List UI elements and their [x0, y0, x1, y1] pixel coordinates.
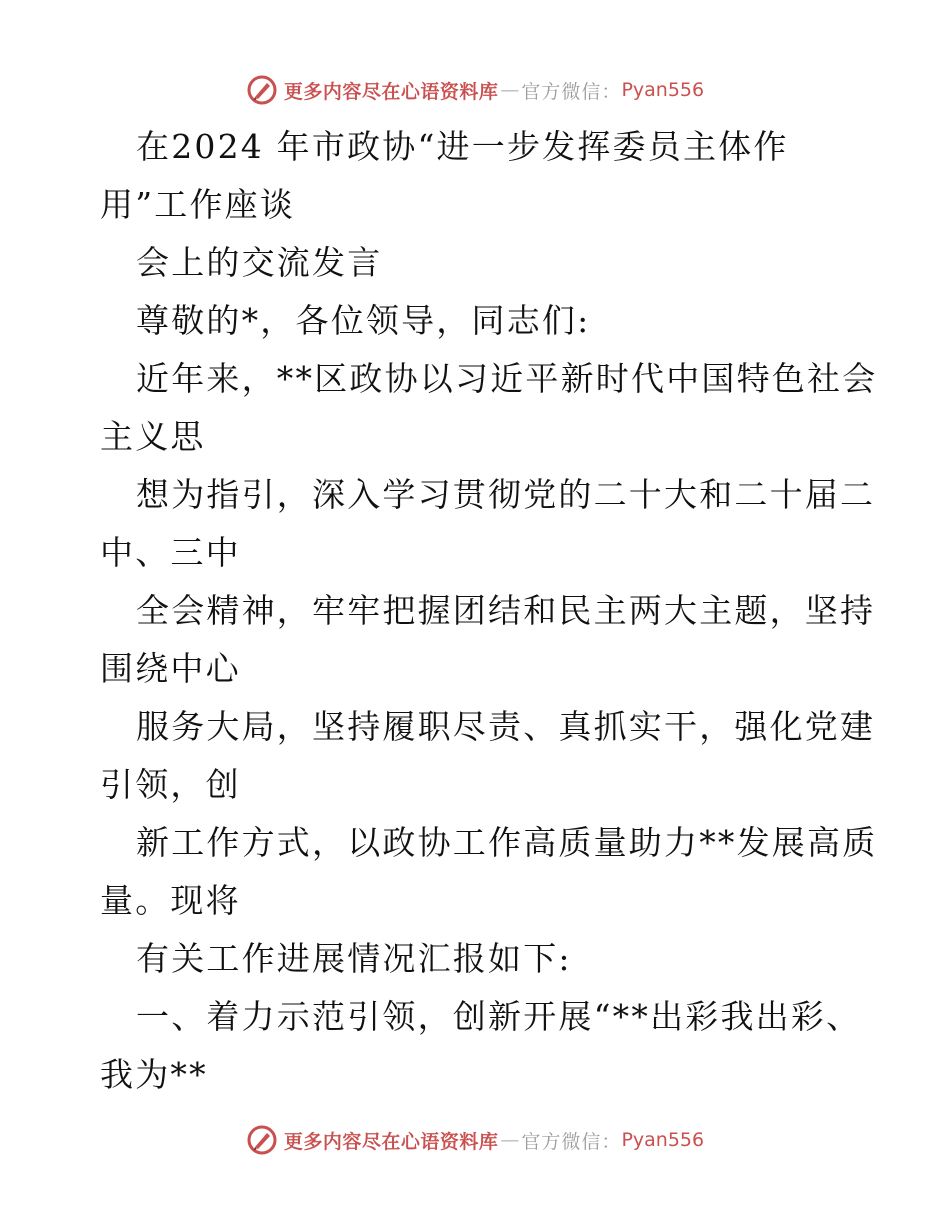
document-line: 我为** [100, 1055, 208, 1094]
banner-dash: — [500, 79, 520, 101]
document-line: 主义思 [100, 417, 206, 456]
pen-circle-logo-icon [246, 74, 278, 106]
banner-brand-text: 更多内容尽在心语资料库 [283, 1130, 499, 1153]
document-line: 想为指引，深入学习贯彻党的二十大和二十届二 [136, 475, 876, 514]
document-line: 服务大局，坚持履职尽责、真抓实干，强化党建 [136, 707, 876, 746]
header-watermark-banner [0, 70, 950, 110]
document-line: 用”工作座谈 [100, 185, 296, 224]
banner-wechat-id: Pyan556 [621, 1129, 705, 1151]
document-line: 有关工作进展情况汇报如下: [136, 939, 572, 978]
document-line: 全会精神，牢牢把握团结和民主两大主题，坚持 [136, 591, 876, 630]
pen-circle-logo-icon [246, 1124, 278, 1156]
document-line: 会上的交流发言 [136, 243, 383, 282]
banner-wechat-id: Pyan556 [621, 79, 705, 101]
document-line: 近年来，**区政协以习近平新时代中国特色社会 [136, 359, 878, 398]
document-line: 量。现将 [100, 881, 241, 920]
banner-official-label: 官方微信： [521, 80, 622, 103]
document-line: 中、三中 [100, 533, 241, 572]
banner-dash: — [500, 1129, 520, 1151]
banner-brand-text: 更多内容尽在心语资料库 [283, 80, 499, 103]
footer-watermark-banner [0, 1120, 950, 1160]
document-line: 一、着力示范引领，创新开展“**出彩我出彩、 [136, 997, 862, 1036]
banner-official-label: 官方微信： [521, 1130, 622, 1153]
document-line: 引领，创 [100, 765, 241, 804]
document-line: 尊敬的*，各位领导，同志们: [136, 301, 591, 340]
document-line: 围绕中心 [100, 649, 241, 688]
document-body [100, 118, 878, 1104]
document-line: 新工作方式，以政协工作高质量助力**发展高质 [136, 823, 878, 862]
document-line: 在2024 年市政协“进一步发挥委员主体作 [136, 127, 789, 166]
